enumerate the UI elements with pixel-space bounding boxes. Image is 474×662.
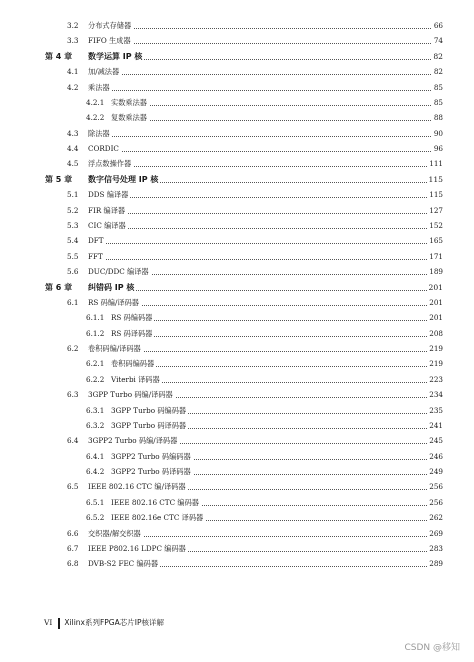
toc-leader-dots — [88, 166, 441, 167]
toc-title: FFT — [88, 250, 105, 264]
toc-leader-dots — [111, 336, 441, 337]
toc-chapter — [0, 281, 474, 295]
toc-entry — [0, 373, 474, 387]
toc-title: 卷积码编/译码器 — [88, 342, 143, 356]
toc-number: 4.2.1 — [86, 97, 105, 107]
toc-entry — [0, 65, 474, 79]
toc-title: 除法器 — [88, 127, 112, 141]
toc-title: 复数乘法器 — [111, 111, 149, 125]
toc-leader-dots — [88, 290, 441, 291]
toc-leader-dots — [88, 213, 441, 214]
footer-divider — [58, 618, 60, 629]
toc-entry — [0, 419, 474, 433]
toc-entry — [0, 404, 474, 418]
toc-title: 3GPP Turbo 码编码器 — [111, 404, 188, 418]
toc-entry — [0, 234, 474, 248]
toc-entry — [0, 480, 474, 494]
toc-number: 4.5 — [67, 159, 79, 169]
toc-number: 6.4.2 — [86, 467, 105, 476]
toc-page-number: 256 — [427, 496, 443, 510]
toc-title: 3GPP2 Turbo 码译码器 — [111, 465, 193, 479]
toc-number: 6.1.2 — [86, 328, 105, 338]
toc-number: 6.5.1 — [86, 497, 105, 507]
toc-entry — [0, 327, 474, 341]
toc-number: 5.6 — [67, 267, 79, 277]
toc-number: 3.2 — [67, 21, 79, 30]
toc-entry — [0, 542, 474, 556]
toc-entry — [0, 188, 474, 202]
watermark: CSDN @移知 — [404, 643, 460, 653]
toc-number: 3.3 — [67, 36, 79, 46]
toc-number: 6.1.1 — [86, 313, 105, 323]
toc-page-number: 152 — [427, 219, 443, 233]
toc-number: 4.2.2 — [86, 113, 105, 123]
toc-title: RS 码译码器 — [111, 327, 154, 341]
toc-entry — [0, 296, 474, 310]
toc-entry — [0, 511, 474, 525]
toc-entry — [0, 450, 474, 464]
page-footer — [44, 616, 164, 630]
toc-title: IEEE P802.16 LDPC 编码器 — [88, 542, 188, 556]
toc-title: 3GPP Turbo 码编/译码器 — [88, 388, 175, 402]
toc-number: 第 4 章 — [45, 51, 73, 61]
toc-leader-dots — [88, 74, 441, 75]
toc-number: 第 6 章 — [45, 282, 73, 292]
toc-page-number: 201 — [427, 311, 443, 325]
toc-number: 4.2 — [67, 82, 79, 92]
toc-page-number: 85 — [432, 96, 443, 110]
toc-page-number: 85 — [432, 81, 443, 95]
toc-number: 6.4 — [67, 436, 79, 446]
toc-leader-dots — [88, 197, 441, 198]
toc-entry — [0, 311, 474, 325]
toc-title: DVB-S2 FEC 编码器 — [88, 557, 160, 571]
toc-page-number: 66 — [432, 19, 443, 33]
toc-number: 6.3.1 — [86, 405, 105, 415]
toc-page-number: 127 — [427, 204, 443, 218]
toc-entry — [0, 250, 474, 264]
toc-number: 5.3 — [67, 220, 79, 230]
toc-page-number: 111 — [427, 157, 443, 171]
toc-title: DDS 编译器 — [88, 188, 130, 202]
toc-page-number: 165 — [427, 234, 443, 248]
toc-title: FIR 编译器 — [88, 204, 127, 218]
toc-number: 6.2 — [67, 344, 79, 353]
toc-leader-dots — [88, 228, 441, 229]
toc-page-number: 82 — [431, 50, 443, 64]
toc-entry — [0, 127, 474, 141]
toc-title: RS 码编/译码器 — [88, 296, 141, 310]
toc-title: IEEE 802.16 CTC 编码器 — [111, 496, 201, 510]
toc-page-number: 256 — [427, 480, 443, 494]
toc-title: FIFO 生成器 — [88, 34, 133, 48]
toc-entry — [0, 465, 474, 479]
toc-entry — [0, 434, 474, 448]
toc-page-number: 74 — [432, 34, 443, 48]
toc-page-number: 235 — [427, 404, 443, 418]
toc-title: 数学运算 IP 核 — [88, 50, 144, 64]
toc-number: 6.1 — [67, 297, 79, 307]
toc-number: 6.5.2 — [86, 513, 105, 523]
toc-title: 分布式存储器 — [88, 19, 133, 33]
toc-title: 3GPP2 Turbo 码编码器 — [111, 450, 193, 464]
toc-leader-dots — [88, 136, 441, 137]
toc-entry — [0, 157, 474, 171]
toc-number: 6.3.2 — [86, 420, 105, 430]
toc-title: DFT — [88, 234, 106, 248]
toc-page-number: 115 — [427, 188, 443, 202]
toc-leader-dots — [88, 28, 441, 29]
toc-page-number: 96 — [432, 142, 443, 156]
toc-leader-dots — [88, 43, 441, 44]
toc-title: 乘法器 — [88, 81, 112, 95]
toc-number: 6.8 — [67, 559, 79, 569]
toc-number: 6.2.1 — [86, 359, 105, 369]
toc-title: 3GPP Turbo 码译码器 — [111, 419, 188, 433]
toc-number: 5.1 — [67, 190, 79, 200]
toc-leader-dots — [88, 151, 441, 152]
toc-page-number: 189 — [427, 265, 443, 279]
toc-page-number: 246 — [427, 450, 443, 464]
toc-entry — [0, 265, 474, 279]
toc-number: 6.7 — [67, 543, 79, 553]
toc-leader-dots — [88, 90, 441, 91]
toc-number: 4.1 — [67, 67, 79, 77]
toc-entry — [0, 34, 474, 48]
toc-leader-dots — [111, 366, 441, 367]
toc-page-number: 219 — [427, 342, 443, 356]
toc-title: 交织器/解交织器 — [88, 527, 143, 541]
toc-title: 浮点数操作器 — [88, 157, 133, 171]
toc-page-number: 234 — [427, 388, 443, 402]
toc-number: 6.2.2 — [86, 374, 105, 384]
toc-page-number: 219 — [427, 357, 443, 371]
toc-page-number: 201 — [427, 296, 443, 310]
footer-page-number: VI — [44, 618, 53, 627]
toc-entry — [0, 111, 474, 125]
toc-page-number: 269 — [427, 527, 443, 541]
toc-entry — [0, 81, 474, 95]
toc-entry — [0, 527, 474, 541]
toc-page-number: 90 — [432, 127, 443, 141]
toc-page-number: 201 — [427, 281, 444, 295]
toc-number: 6.4.1 — [86, 451, 105, 461]
toc-page-number: 88 — [432, 111, 443, 125]
toc-page-number: 262 — [427, 511, 443, 525]
toc-page-number: 241 — [427, 419, 443, 433]
toc-entry — [0, 219, 474, 233]
toc-title: 数字信号处理 IP 核 — [88, 173, 160, 187]
toc-title: RS 码编码器 — [111, 311, 154, 325]
toc-leader-dots — [111, 120, 441, 121]
toc-entry — [0, 557, 474, 571]
toc-number: 5.5 — [67, 251, 79, 261]
toc-leader-dots — [111, 320, 441, 321]
toc-page-number: 245 — [427, 434, 443, 448]
toc-page-number: 115 — [427, 173, 444, 187]
toc-entry — [0, 142, 474, 156]
toc-number: 4.4 — [67, 144, 79, 153]
toc-entry — [0, 357, 474, 371]
toc-title: 实数乘法器 — [111, 96, 149, 110]
toc-number: 6.3 — [67, 390, 79, 400]
toc-title: 3GPP2 Turbo 码编/译码器 — [88, 434, 179, 448]
footer-book-title: Xilinx系列FPGA芯片IP核详解 — [64, 618, 164, 627]
toc-number: 5.2 — [67, 205, 79, 215]
toc-title: CORDIC — [88, 142, 121, 156]
toc-entry — [0, 388, 474, 402]
toc-title: 卷积码编码器 — [111, 357, 156, 371]
toc-chapter — [0, 50, 474, 64]
toc-title: Viterbi 译码器 — [111, 373, 162, 387]
toc-page-number: 289 — [427, 557, 443, 571]
toc-leader-dots — [88, 243, 441, 244]
toc-entry — [0, 19, 474, 33]
toc-page-number: 171 — [427, 250, 443, 264]
toc-title: 纠错码 IP 核 — [88, 281, 136, 295]
toc-page-number: 223 — [427, 373, 443, 387]
toc-title: 加/减法器 — [88, 65, 121, 79]
toc-chapter — [0, 173, 474, 187]
toc-page-number: 283 — [427, 542, 443, 556]
toc-title: IEEE 802.16e CTC 译码器 — [111, 511, 205, 525]
toc-entry — [0, 96, 474, 110]
toc-title: CIC 编译器 — [88, 219, 128, 233]
toc-number: 6.6 — [67, 528, 79, 538]
toc-leader-dots — [111, 105, 441, 106]
toc-page-number: 208 — [427, 327, 443, 341]
toc-entry — [0, 496, 474, 510]
toc-leader-dots — [88, 259, 441, 260]
toc-number: 第 5 章 — [45, 174, 73, 184]
toc-page-number: 249 — [427, 465, 443, 479]
toc-title: IEEE 802.16 CTC 编/译码器 — [88, 480, 188, 494]
toc-title: DUC/DDC 编译器 — [88, 265, 151, 279]
toc-page-number: 82 — [432, 65, 443, 79]
toc-number: 5.4 — [67, 236, 79, 246]
toc-entry — [0, 342, 474, 356]
toc-number: 6.5 — [67, 482, 79, 492]
toc-number: 4.3 — [67, 128, 79, 138]
toc-entry — [0, 204, 474, 218]
